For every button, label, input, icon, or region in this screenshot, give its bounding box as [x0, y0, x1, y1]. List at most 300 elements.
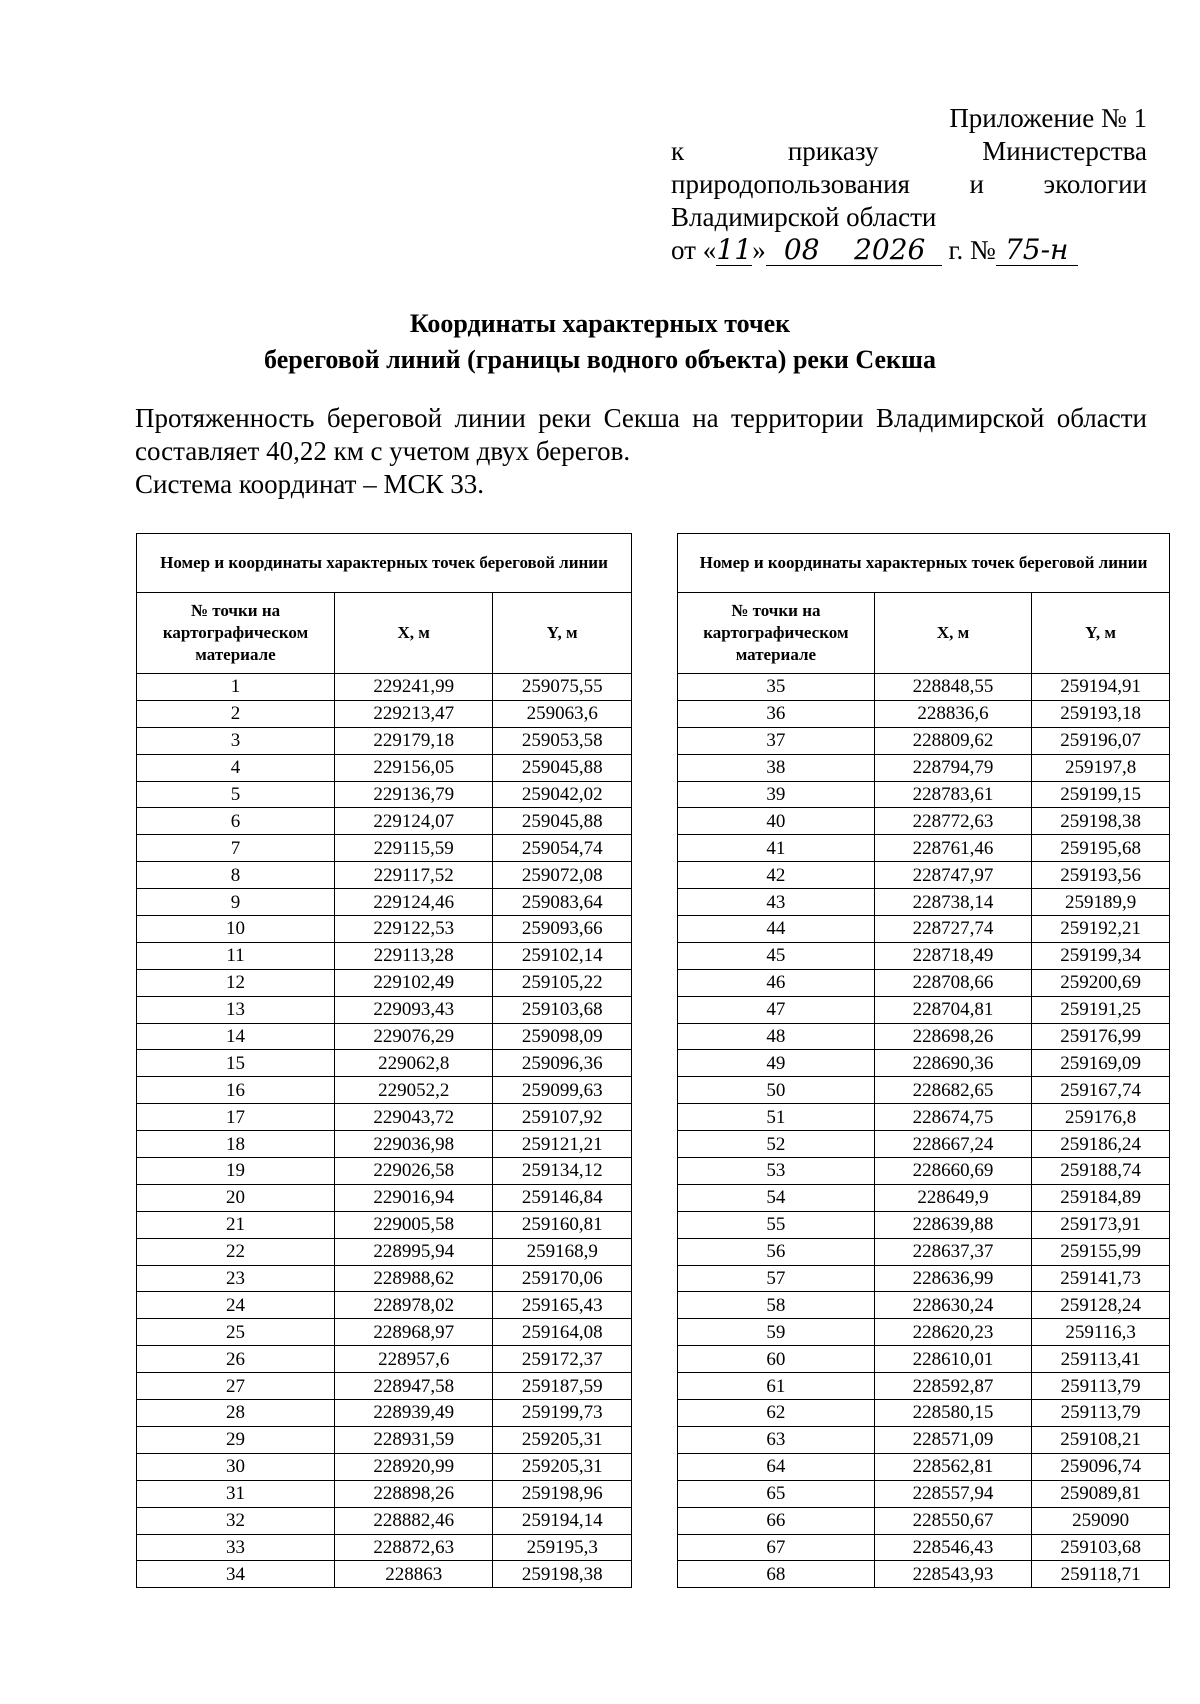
point-number-cell: 12: [137, 969, 335, 996]
table-row: [137, 1292, 632, 1319]
table-row: [678, 996, 1170, 1023]
x-coord-cell: 229102,49: [335, 969, 493, 996]
point-number-cell: 43: [678, 889, 875, 916]
table-row: [678, 916, 1170, 943]
table-row: [137, 1184, 632, 1211]
y-coord-cell: 259197,8: [1032, 754, 1170, 781]
appendix-block: [671, 102, 1147, 267]
point-number-cell: 66: [678, 1507, 875, 1534]
title-line-2: береговой линий (границы водного объекта) реки Секша: [264, 345, 936, 374]
point-number-cell: 6: [137, 808, 335, 835]
y-coord-cell: 259160,81: [493, 1211, 632, 1238]
order-number: 75-н: [996, 235, 1078, 266]
x-coord-cell: 228674,75: [874, 1104, 1031, 1131]
y-coord-cell: 259169,09: [1032, 1050, 1170, 1077]
point-number-cell: 24: [137, 1292, 335, 1319]
y-coord-cell: 259205,31: [493, 1426, 632, 1453]
x-coord-cell: 229016,94: [335, 1184, 493, 1211]
point-number-cell: 50: [678, 1077, 875, 1104]
y-coord-cell: 259108,21: [1032, 1426, 1170, 1453]
x-coord-cell: 228848,55: [874, 674, 1031, 701]
y-coord-cell: 259090: [1032, 1507, 1170, 1534]
point-number-cell: 11: [137, 942, 335, 969]
point-number-cell: 61: [678, 1373, 875, 1400]
point-number-cell: 49: [678, 1050, 875, 1077]
y-coord-cell: 259093,66: [493, 916, 632, 943]
x-coord-cell: 228978,02: [335, 1292, 493, 1319]
x-coord-cell: 228995,94: [335, 1238, 493, 1265]
y-coord-cell: 259045,88: [493, 808, 632, 835]
table-row: [137, 674, 632, 701]
y-coord-cell: 259176,99: [1032, 1023, 1170, 1050]
x-coord-cell: 229124,46: [335, 889, 493, 916]
x-coord-cell: 229156,05: [335, 754, 493, 781]
y-coord-cell: 259083,64: [493, 889, 632, 916]
y-coord-cell: 259195,3: [493, 1534, 632, 1561]
table-row: [137, 1238, 632, 1265]
x-coord-cell: 228898,26: [335, 1480, 493, 1507]
point-number-cell: 67: [678, 1534, 875, 1561]
table-row: [137, 1050, 632, 1077]
x-coord-cell: 228872,63: [335, 1534, 493, 1561]
point-number-cell: 34: [137, 1561, 335, 1588]
y-coord-cell: 259198,38: [493, 1561, 632, 1588]
table-body-right: [678, 674, 1170, 1588]
x-coord-cell: 228863: [335, 1561, 493, 1588]
y-coord-cell: 259200,69: [1032, 969, 1170, 996]
x-coord-cell: 228543,93: [874, 1561, 1031, 1588]
date-mid: »: [752, 235, 766, 265]
point-number-cell: 31: [137, 1480, 335, 1507]
x-coord-cell: 228571,09: [874, 1426, 1031, 1453]
x-coord-cell: 229052,2: [335, 1077, 493, 1104]
col-y-header: Y, м: [1032, 593, 1170, 674]
point-number-cell: 2: [137, 700, 335, 727]
y-coord-cell: 259168,9: [493, 1238, 632, 1265]
table-row: [678, 808, 1170, 835]
point-number-cell: 40: [678, 808, 875, 835]
x-coord-cell: 228761,46: [874, 835, 1031, 862]
col-x-header: X, м: [335, 593, 493, 674]
col-point-header: № точки на картографическом материале: [137, 593, 335, 674]
col-y-header: Y, м: [493, 593, 632, 674]
table-row: [678, 1211, 1170, 1238]
y-coord-cell: 259187,59: [493, 1373, 632, 1400]
table-row: [678, 862, 1170, 889]
y-coord-cell: 259165,43: [493, 1292, 632, 1319]
point-number-cell: 36: [678, 700, 875, 727]
table-row: [137, 1131, 632, 1158]
x-coord-cell: 228636,99: [874, 1265, 1031, 1292]
y-coord-cell: 259054,74: [493, 835, 632, 862]
y-coord-cell: 259072,08: [493, 862, 632, 889]
appendix-date-line: [671, 234, 1147, 267]
table-row: [137, 781, 632, 808]
point-number-cell: 45: [678, 942, 875, 969]
point-number-cell: 55: [678, 1211, 875, 1238]
x-coord-cell: 228947,58: [335, 1373, 493, 1400]
x-coord-cell: 228562,81: [874, 1453, 1031, 1480]
y-coord-cell: 259075,55: [493, 674, 632, 701]
x-coord-cell: 229115,59: [335, 835, 493, 862]
table-row: [137, 862, 632, 889]
point-number-cell: 29: [137, 1426, 335, 1453]
coords-system: Система координат – МСК 33.: [135, 469, 484, 499]
y-coord-cell: 259118,71: [1032, 1561, 1170, 1588]
x-coord-cell: 228988,62: [335, 1265, 493, 1292]
y-coord-cell: 259063,6: [493, 700, 632, 727]
coords-table-right: [677, 533, 1170, 1588]
x-coord-cell: 228809,62: [874, 727, 1031, 754]
point-number-cell: 22: [137, 1238, 335, 1265]
table-row: [137, 1023, 632, 1050]
x-coord-cell: 229179,18: [335, 727, 493, 754]
point-number-cell: 41: [678, 835, 875, 862]
y-coord-cell: 259199,34: [1032, 942, 1170, 969]
x-coord-cell: 228682,65: [874, 1077, 1031, 1104]
point-number-cell: 20: [137, 1184, 335, 1211]
y-coord-cell: 259113,41: [1032, 1346, 1170, 1373]
table-row: [137, 754, 632, 781]
date-day: 11: [716, 233, 753, 266]
y-coord-cell: 259107,92: [493, 1104, 632, 1131]
y-coord-cell: 259199,73: [493, 1400, 632, 1427]
table-row: [137, 1480, 632, 1507]
point-number-cell: 5: [137, 781, 335, 808]
point-number-cell: 44: [678, 916, 875, 943]
y-coord-cell: 259193,18: [1032, 700, 1170, 727]
x-coord-cell: 228698,26: [874, 1023, 1031, 1050]
point-number-cell: 53: [678, 1158, 875, 1185]
x-coord-cell: 228550,67: [874, 1507, 1031, 1534]
table-row: [678, 1077, 1170, 1104]
point-number-cell: 68: [678, 1561, 875, 1588]
y-coord-cell: 259176,8: [1032, 1104, 1170, 1131]
date-prefix: от «: [671, 235, 717, 265]
y-coord-cell: 259164,08: [493, 1319, 632, 1346]
col-x-header: X, м: [874, 593, 1031, 674]
table-row: [678, 1561, 1170, 1588]
table-row: [137, 996, 632, 1023]
point-number-cell: 7: [137, 835, 335, 862]
x-coord-cell: 228836,6: [874, 700, 1031, 727]
table-row: [678, 969, 1170, 996]
y-coord-cell: 259199,15: [1032, 781, 1170, 808]
table-row: [137, 1373, 632, 1400]
x-coord-cell: 228580,15: [874, 1400, 1031, 1427]
point-number-cell: 1: [137, 674, 335, 701]
x-coord-cell: 228620,23: [874, 1319, 1031, 1346]
y-coord-cell: 259173,91: [1032, 1211, 1170, 1238]
point-number-cell: 14: [137, 1023, 335, 1050]
table-row: [678, 1319, 1170, 1346]
y-coord-cell: 259099,63: [493, 1077, 632, 1104]
x-coord-cell: 228738,14: [874, 889, 1031, 916]
table-row: [678, 889, 1170, 916]
x-coord-cell: 228649,9: [874, 1184, 1031, 1211]
table-row: [137, 1453, 632, 1480]
intro-text: [135, 402, 1147, 501]
x-coord-cell: 229062,8: [335, 1050, 493, 1077]
point-number-cell: 23: [137, 1265, 335, 1292]
point-number-cell: 48: [678, 1023, 875, 1050]
x-coord-cell: 229117,52: [335, 862, 493, 889]
point-number-cell: 54: [678, 1184, 875, 1211]
point-number-cell: 65: [678, 1480, 875, 1507]
x-coord-cell: 228660,69: [874, 1158, 1031, 1185]
y-coord-cell: 259188,74: [1032, 1158, 1170, 1185]
point-number-cell: 21: [137, 1211, 335, 1238]
table-row: [137, 1400, 632, 1427]
y-coord-cell: 259089,81: [1032, 1480, 1170, 1507]
x-coord-cell: 228747,97: [874, 862, 1031, 889]
table-row: [137, 1426, 632, 1453]
table-row: [678, 942, 1170, 969]
y-coord-cell: 259045,88: [493, 754, 632, 781]
table-row: [678, 1184, 1170, 1211]
table-header-main: Номер и координаты характерных точек береговой линии: [137, 534, 632, 593]
table-row: [137, 1211, 632, 1238]
table-row: [678, 1373, 1170, 1400]
x-coord-cell: 228557,94: [874, 1480, 1031, 1507]
y-coord-cell: 259103,68: [493, 996, 632, 1023]
point-number-cell: 25: [137, 1319, 335, 1346]
y-coord-cell: 259103,68: [1032, 1534, 1170, 1561]
point-number-cell: 38: [678, 754, 875, 781]
y-coord-cell: 259116,3: [1032, 1319, 1170, 1346]
table-row: [678, 674, 1170, 701]
col-point-header: № точки на картографическом материале: [678, 593, 875, 674]
point-number-cell: 30: [137, 1453, 335, 1480]
point-number-cell: 8: [137, 862, 335, 889]
y-coord-cell: 259170,06: [493, 1265, 632, 1292]
table-row: [137, 969, 632, 996]
x-coord-cell: 229213,47: [335, 700, 493, 727]
table-row: [678, 1104, 1170, 1131]
y-coord-cell: 259141,73: [1032, 1265, 1170, 1292]
table-row: [678, 700, 1170, 727]
x-coord-cell: 228783,61: [874, 781, 1031, 808]
table-row: [678, 1131, 1170, 1158]
point-number-cell: 15: [137, 1050, 335, 1077]
x-coord-cell: 229043,72: [335, 1104, 493, 1131]
x-coord-cell: 228610,01: [874, 1346, 1031, 1373]
title-line-1: Координаты характерных точек: [409, 309, 791, 338]
table-row: [137, 942, 632, 969]
point-number-cell: 32: [137, 1507, 335, 1534]
point-number-cell: 16: [137, 1077, 335, 1104]
table-row: [137, 1346, 632, 1373]
y-coord-cell: 259196,07: [1032, 727, 1170, 754]
point-number-cell: 37: [678, 727, 875, 754]
x-coord-cell: 228637,37: [874, 1238, 1031, 1265]
y-coord-cell: 259186,24: [1032, 1131, 1170, 1158]
point-number-cell: 13: [137, 996, 335, 1023]
table-row: [678, 835, 1170, 862]
x-coord-cell: 228708,66: [874, 969, 1031, 996]
y-coord-cell: 259205,31: [493, 1453, 632, 1480]
table-row: [137, 727, 632, 754]
y-coord-cell: 259146,84: [493, 1184, 632, 1211]
appendix-ministry-line: природопользования и экологии: [671, 169, 1147, 199]
table-row: [678, 781, 1170, 808]
y-coord-cell: 259193,56: [1032, 862, 1170, 889]
point-number-cell: 10: [137, 916, 335, 943]
y-coord-cell: 259155,99: [1032, 1238, 1170, 1265]
x-coord-cell: 228794,79: [874, 754, 1031, 781]
x-coord-cell: 229122,53: [335, 916, 493, 943]
y-coord-cell: 259172,37: [493, 1346, 632, 1373]
y-coord-cell: 259096,74: [1032, 1453, 1170, 1480]
y-coord-cell: 259042,02: [493, 781, 632, 808]
point-number-cell: 19: [137, 1158, 335, 1185]
table-row: [678, 754, 1170, 781]
point-number-cell: 26: [137, 1346, 335, 1373]
y-coord-cell: 259167,74: [1032, 1077, 1170, 1104]
table-row: [137, 835, 632, 862]
y-coord-cell: 259113,79: [1032, 1373, 1170, 1400]
x-coord-cell: 229076,29: [335, 1023, 493, 1050]
x-coord-cell: 229005,58: [335, 1211, 493, 1238]
x-coord-cell: 229136,79: [335, 781, 493, 808]
point-number-cell: 59: [678, 1319, 875, 1346]
y-coord-cell: 259195,68: [1032, 835, 1170, 862]
table-row: [137, 889, 632, 916]
x-coord-cell: 228939,49: [335, 1400, 493, 1427]
y-coord-cell: 259198,96: [493, 1480, 632, 1507]
table-row: [678, 1453, 1170, 1480]
y-coord-cell: 259194,91: [1032, 674, 1170, 701]
appendix-region-line: Владимирской области: [671, 202, 937, 232]
table-row: [678, 1534, 1170, 1561]
y-coord-cell: 259134,12: [493, 1158, 632, 1185]
date-month: 08: [766, 235, 838, 266]
x-coord-cell: 228546,43: [874, 1534, 1031, 1561]
table-row: [137, 1158, 632, 1185]
y-coord-cell: 259096,36: [493, 1050, 632, 1077]
point-number-cell: 47: [678, 996, 875, 1023]
x-coord-cell: 228968,97: [335, 1319, 493, 1346]
table-row: [678, 1238, 1170, 1265]
y-coord-cell: 259184,89: [1032, 1184, 1170, 1211]
y-coord-cell: 259189,9: [1032, 889, 1170, 916]
x-coord-cell: 228718,49: [874, 942, 1031, 969]
table-row: [137, 916, 632, 943]
y-coord-cell: 259113,79: [1032, 1400, 1170, 1427]
x-coord-cell: 228772,63: [874, 808, 1031, 835]
point-number-cell: 63: [678, 1426, 875, 1453]
point-number-cell: 52: [678, 1131, 875, 1158]
table-row: [678, 1050, 1170, 1077]
table-body-left: [137, 674, 632, 1588]
point-number-cell: 60: [678, 1346, 875, 1373]
table-header-main: Номер и координаты характерных точек береговой линии: [678, 534, 1170, 593]
point-number-cell: 62: [678, 1400, 875, 1427]
y-coord-cell: 259102,14: [493, 942, 632, 969]
point-number-cell: 39: [678, 781, 875, 808]
table-row: [678, 1292, 1170, 1319]
x-coord-cell: 229124,07: [335, 808, 493, 835]
table-row: [137, 1561, 632, 1588]
point-number-cell: 3: [137, 727, 335, 754]
table-row: [678, 1480, 1170, 1507]
x-coord-cell: 228630,24: [874, 1292, 1031, 1319]
point-number-cell: 46: [678, 969, 875, 996]
point-number-cell: 35: [678, 674, 875, 701]
table-row: [137, 1265, 632, 1292]
table-row: [137, 1319, 632, 1346]
x-coord-cell: 228592,87: [874, 1373, 1031, 1400]
x-coord-cell: 228639,88: [874, 1211, 1031, 1238]
point-number-cell: 58: [678, 1292, 875, 1319]
x-coord-cell: 228920,99: [335, 1453, 493, 1480]
y-coord-cell: 259198,38: [1032, 808, 1170, 835]
x-coord-cell: 229026,58: [335, 1158, 493, 1185]
point-number-cell: 33: [137, 1534, 335, 1561]
point-number-cell: 4: [137, 754, 335, 781]
point-number-cell: 42: [678, 862, 875, 889]
x-coord-cell: 228704,81: [874, 996, 1031, 1023]
table-row: [137, 1507, 632, 1534]
x-coord-cell: 229113,28: [335, 942, 493, 969]
date-year-suffix: г. №: [948, 235, 996, 265]
table-row: [678, 1023, 1170, 1050]
point-number-cell: 17: [137, 1104, 335, 1131]
table-row: [678, 1507, 1170, 1534]
table-row: [678, 1426, 1170, 1453]
intro-paragraph: Протяженность береговой линии реки Секша на территории Владимирской области составляет 40,22 км с учетом двух берегов.: [135, 403, 1147, 466]
table-row: [678, 727, 1170, 754]
table-row: [137, 1534, 632, 1561]
y-coord-cell: 259192,21: [1032, 916, 1170, 943]
x-coord-cell: 228931,59: [335, 1426, 493, 1453]
x-coord-cell: 228957,6: [335, 1346, 493, 1373]
table-row: [678, 1265, 1170, 1292]
y-coord-cell: 259194,14: [493, 1507, 632, 1534]
x-coord-cell: 229241,99: [335, 674, 493, 701]
x-coord-cell: 228690,36: [874, 1050, 1031, 1077]
y-coord-cell: 259191,25: [1032, 996, 1170, 1023]
x-coord-cell: 228882,46: [335, 1507, 493, 1534]
table-row: [137, 700, 632, 727]
point-number-cell: 57: [678, 1265, 875, 1292]
x-coord-cell: 229036,98: [335, 1131, 493, 1158]
y-coord-cell: 259121,21: [493, 1131, 632, 1158]
point-number-cell: 27: [137, 1373, 335, 1400]
y-coord-cell: 259053,58: [493, 727, 632, 754]
document-title: [0, 306, 1200, 378]
point-number-cell: 9: [137, 889, 335, 916]
table-row: [678, 1158, 1170, 1185]
point-number-cell: 64: [678, 1453, 875, 1480]
coords-table-left: [136, 533, 632, 1588]
appendix-title: Приложение № 1: [949, 103, 1147, 133]
date-year: 2026: [838, 235, 942, 266]
y-coord-cell: 259128,24: [1032, 1292, 1170, 1319]
x-coord-cell: 228727,74: [874, 916, 1031, 943]
y-coord-cell: 259105,22: [493, 969, 632, 996]
point-number-cell: 18: [137, 1131, 335, 1158]
table-row: [678, 1400, 1170, 1427]
table-row: [137, 808, 632, 835]
y-coord-cell: 259098,09: [493, 1023, 632, 1050]
point-number-cell: 28: [137, 1400, 335, 1427]
table-row: [137, 1104, 632, 1131]
appendix-order-line: к приказу Министерства: [671, 136, 1147, 166]
table-row: [137, 1077, 632, 1104]
point-number-cell: 51: [678, 1104, 875, 1131]
point-number-cell: 56: [678, 1238, 875, 1265]
